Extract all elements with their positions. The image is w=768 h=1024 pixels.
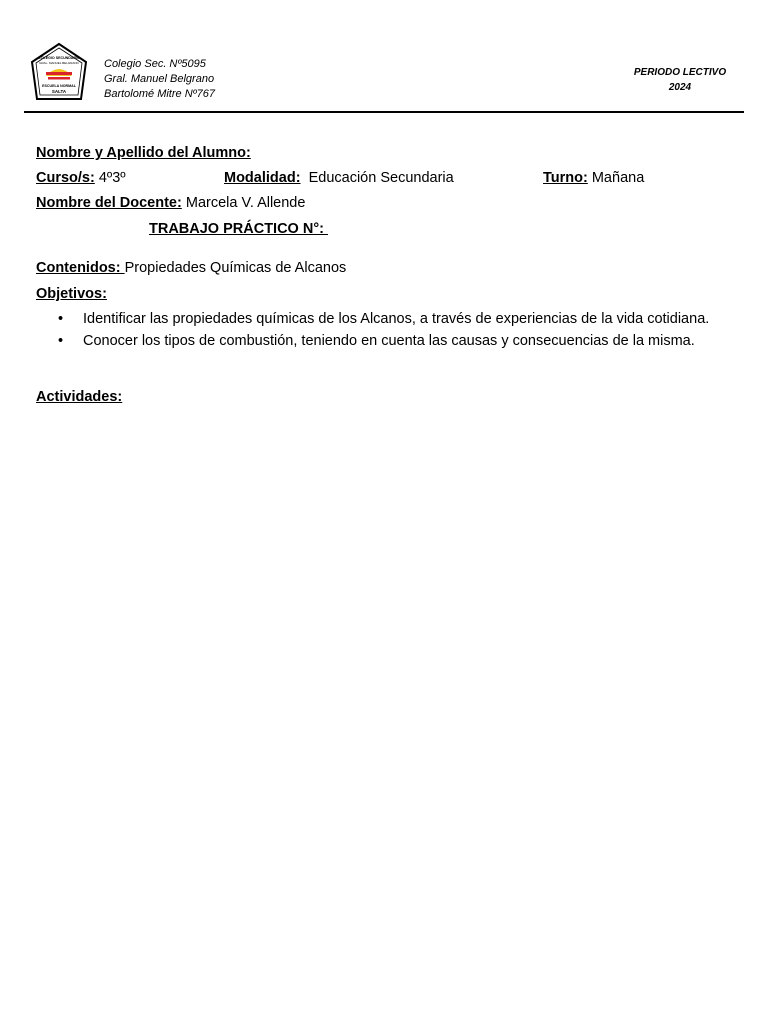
bullet-icon: • [58,311,64,327]
list-item [58,310,748,328]
turno-label: Turno: [543,170,588,186]
contenidos-value: Propiedades Químicas de Alcanos [124,260,347,276]
modalidad-label: Modalidad: [224,170,301,186]
actividades-heading [36,388,122,406]
modalidad-value: Educación Secundaria [300,170,454,186]
alumno-row [36,144,251,162]
bullet-icon: • [58,333,64,349]
objetivo-text: Conocer los tipos de combustión, teniendo en cuenta las causas y consecuencias de la misma. [83,333,695,349]
actividades-label: Actividades: [36,389,123,405]
school-logo [28,42,90,104]
objetivo-text: Identificar las propiedades químicas de los Alcanos, a través de experiencias de la vida cotidiana. [83,311,710,327]
alumno-label: Nombre y Apellido del Alumno: [36,145,251,161]
school-line: Bartolomé Mitre Nº767 [104,88,216,100]
objetivos-heading [36,285,107,303]
docente-value: Marcela V. Allende [181,195,306,211]
docente-label: Nombre del Docente: [36,195,182,211]
docente-row [36,194,305,212]
curso-field [36,169,126,187]
school-info [104,57,215,102]
header-divider [24,111,744,113]
logo-text-4: SALTA [51,89,67,94]
turno-field [543,169,644,187]
logo-text-2: GRAL. MANUEL BELGRANO [39,61,79,65]
list-item [58,332,748,350]
turno-value: Mañana [587,170,645,186]
logo-text-1: COLEGIO SECUNDARIO [38,56,80,60]
contenidos-row [36,259,346,277]
school-line: Gral. Manuel Belgrano [104,73,215,85]
periodo-lectivo [612,65,748,95]
periodo-year: 2024 [668,82,692,93]
periodo-label: PERIODO LECTIVO [633,67,727,78]
curso-value: 4º3º [94,170,126,186]
trabajo-label: TRABAJO PRÁCTICO N°: [149,221,328,237]
trabajo-practico-title [149,220,328,238]
school-line: Colegio Sec. Nº5095 [104,58,206,70]
curso-label: Curso/s: [36,170,95,186]
contenidos-label: Contenidos: [36,260,125,276]
modalidad-field [224,169,454,187]
logo-text-3: ESCUELA NORMAL [42,84,76,88]
objetivos-label: Objetivos: [36,286,107,302]
objetivos-list [58,310,748,354]
